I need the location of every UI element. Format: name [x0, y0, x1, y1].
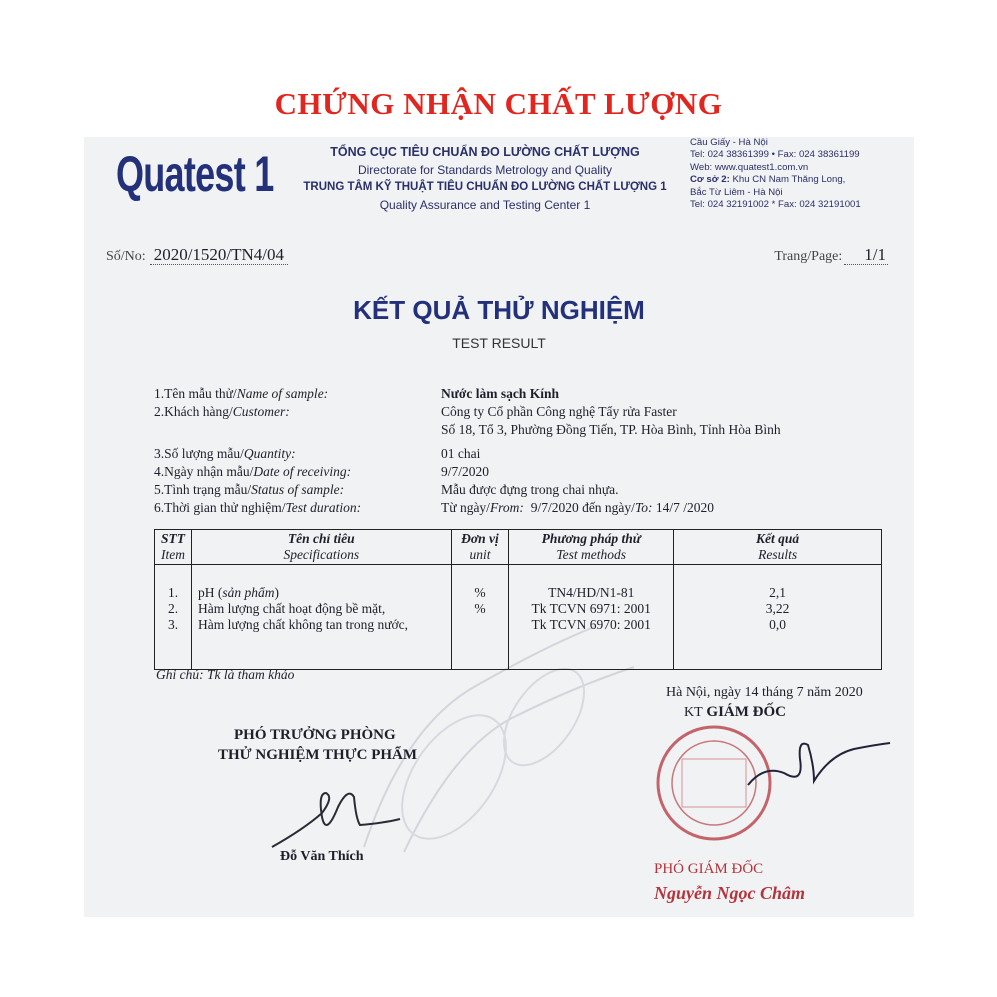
org-line-1: TỔNG CỤC TIÊU CHUẨN ĐO LƯỜNG CHẤT LƯỢNG [330, 145, 640, 159]
header-results: Kết quả Results [674, 530, 882, 565]
table-row [155, 565, 882, 670]
page-indicator [774, 245, 888, 265]
site-2-address: Khu CN Nam Thăng Long, [732, 174, 846, 186]
contact-address-2: Bắc Từ Liêm - Hà Nội [690, 186, 783, 198]
cell-items: 1. 2. 3. [155, 565, 192, 670]
cell-methods: TN4/HD/N1-81 Tk TCVN 6971: 2001 Tk TCVN 6970: 2001 [509, 565, 674, 670]
info-value: Mẫu được đựng trong chai nhựa. [441, 482, 619, 497]
table-note: Ghi chú: Tk là tham khảo [156, 667, 295, 682]
info-value: Từ ngày/From: 9/7/2020 đến ngày/To: 14/7 /2020 [441, 500, 714, 515]
header-test-methods: Phương pháp thử Test methods [509, 530, 674, 565]
document-number [106, 245, 288, 265]
contact-block [690, 137, 861, 211]
org-line-2: Directorate for Standards Metrology and Quality [357, 163, 613, 177]
info-value: 01 chai [441, 446, 481, 461]
info-label: 1.Tên mẫu thử/Name of sample: [154, 386, 329, 401]
header-unit: Đơn vị unit [451, 530, 509, 565]
document-subtitle: TEST RESULT [452, 335, 546, 351]
contact-web: Web: www.quatest1.com.vn [690, 161, 809, 173]
info-label: 4.Ngày nhận mẫu/Date of receiving: [154, 464, 352, 479]
signature-1 [264, 777, 404, 857]
contact-site-2 [690, 174, 861, 186]
document-number-value: 2020/1520/TN4/04 [150, 245, 288, 265]
director-title: KT GIÁM ĐỐC [684, 704, 786, 720]
table-header-row [155, 530, 882, 565]
cell-results: 2,1 3,22 0,0 [674, 565, 882, 670]
certificate-document [84, 137, 914, 917]
info-label: 2.Khách hàng/Customer: [154, 404, 290, 419]
info-value: Công ty Cổ phần Công nghệ Tẩy rửa Faster [441, 404, 677, 419]
contact-tel-2: Tel: 024 32191002 * Fax: 024 32191001 [690, 199, 861, 211]
contact-tel-1: Tel: 024 38361399 • Fax: 024 38361199 [690, 149, 860, 161]
org-line-4: Quality Assurance and Testing Center 1 [379, 198, 591, 212]
page-value: 1/1 [844, 245, 888, 265]
info-value: 9/7/2020 [441, 464, 490, 479]
header-specifications: Tên chỉ tiêu Specifications [192, 530, 452, 565]
quatest-logo: Quatest 1 [116, 146, 274, 202]
document-title: KẾT QUẢ THỬ NGHIỆM [353, 295, 645, 325]
results-table [154, 529, 882, 670]
page-label: Trang/Page: [774, 249, 843, 264]
cell-specifications: pH (sản phẩm) Hàm lượng chất hoạt động bề mặt, Hàm lượng chất không tan trong nước, [192, 565, 452, 670]
document-number-label: Số/No: [106, 249, 146, 264]
signer-2-name: Nguyễn Ngọc Châm [654, 883, 806, 903]
header-item: STT Item [155, 530, 192, 565]
signature-2 [744, 725, 894, 815]
info-value: Nước làm sạch Kính [441, 386, 559, 401]
org-line-3: TRUNG TÂM KỸ THUẬT TIÊU CHUẨN ĐO LƯỜNG CHẤT LƯỢNG 1 [303, 181, 667, 193]
signer-1-name: Đỗ Văn Thích [280, 849, 364, 864]
cell-units: % % [451, 565, 509, 670]
info-label: 5.Tình trạng mẫu/Status of sample: [154, 482, 345, 497]
department-title-line-2: THỬ NGHIỆM THỰC PHẨM [218, 747, 418, 763]
info-label: 3.Số lượng mẫu/Quantity: [154, 446, 296, 461]
organization-header [280, 143, 690, 212]
banner-title: CHỨNG NHẬN CHẤT LƯỢNG [274, 86, 723, 121]
signer-2-role: PHÓ GIÁM ĐỐC [654, 861, 764, 877]
contact-address-1: Cầu Giấy - Hà Nội [690, 137, 768, 148]
info-label: 6.Thời gian thử nghiệm/Test duration: [154, 500, 362, 515]
site-2-label: Cơ sở 2: [690, 174, 730, 186]
info-value: Số 18, Tổ 3, Phường Đồng Tiến, TP. Hòa Bình, Tỉnh Hòa Bình [441, 422, 781, 437]
place-date: Hà Nội, ngày 14 tháng 7 năm 2020 [666, 685, 863, 700]
department-title-line-1: PHÓ TRƯỞNG PHÒNG [234, 727, 396, 743]
